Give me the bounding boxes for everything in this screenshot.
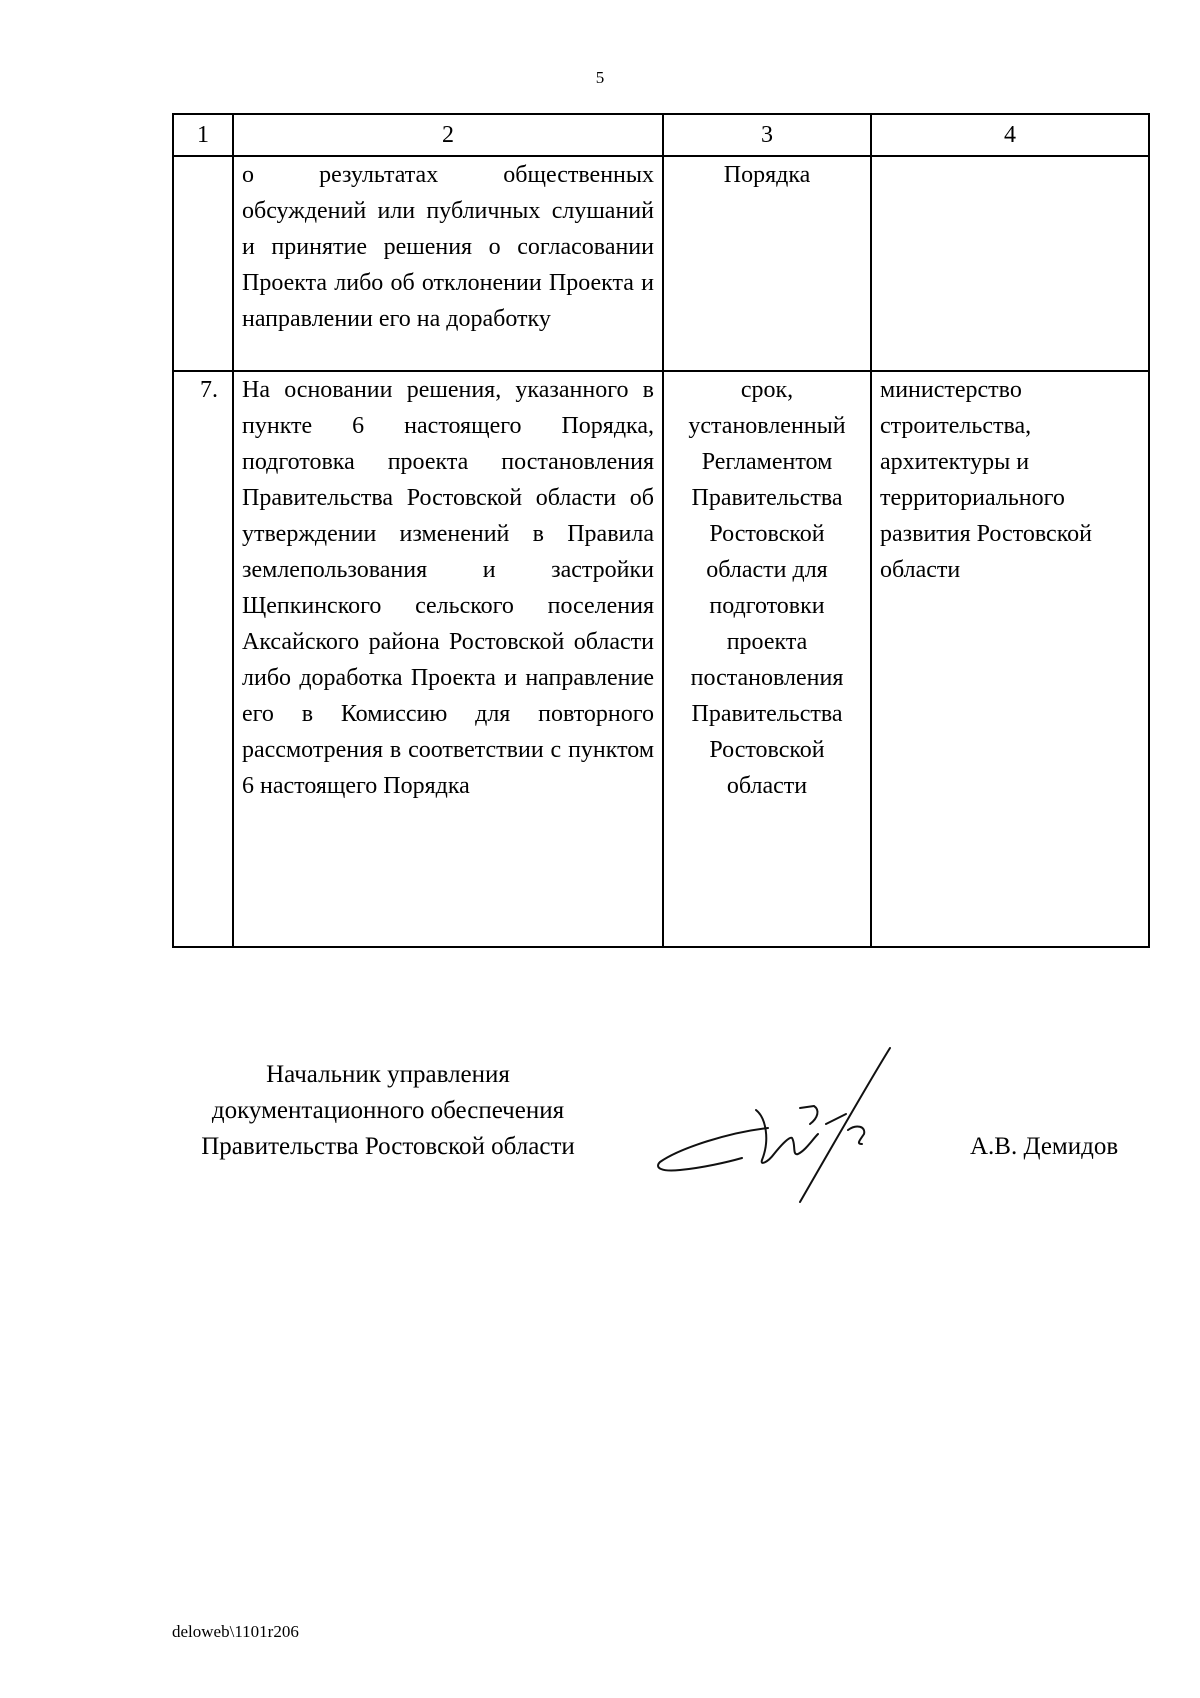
table-row — [173, 371, 1149, 947]
signatory-name: А.В. Демидов — [970, 1133, 1119, 1160]
table-header-row — [173, 114, 1149, 156]
table-header-cell: 2 — [233, 114, 663, 156]
page-number: 5 — [595, 68, 605, 87]
document-code: deloweb\1101r206 — [172, 1622, 299, 1641]
term-cell: Порядка — [663, 156, 871, 371]
procedure-table — [172, 113, 1150, 948]
table-header-cell: 1 — [173, 114, 233, 156]
table-header-cell: 4 — [871, 114, 1149, 156]
action-cell: о результатах общественных обсуждений или публичных слушаний и принятие решения о согласовании Проекта либо об отклонении Проекта и направлении его на доработку — [233, 156, 663, 371]
table-header-cell: 3 — [663, 114, 871, 156]
row-number-cell — [173, 156, 233, 371]
signatory-position — [168, 1057, 608, 1165]
signatory-position-line: документационного обеспечения — [211, 1097, 565, 1124]
term-cell: срок, установленный Регламентом Правительства Ростовской области для подготовки проекта постановления Правительства Ростовской области — [663, 371, 871, 947]
action-cell: На основании решения, указанного в пункте 6 настоящего Порядка, подготовка проекта постановления Правительства Ростовской области об утверждении изменений в Правила землепользования и застройки Щепкинского сельского поселения Аксайского района Ростовской области либо доработка Проекта и направление его в Комиссию для повторного рассмотрения в соответствии с пунктом 6 настоящего Порядка — [233, 371, 663, 947]
handwritten-signature — [650, 1040, 950, 1210]
signatory-position-line: Начальник управления — [266, 1061, 510, 1088]
responsible-cell: министерство строительства, архитектуры и территориального развития Ростовской области — [871, 371, 1149, 947]
row-number-cell: 7. — [173, 371, 233, 947]
table-row — [173, 156, 1149, 371]
signatory-position-line: Правительства Ростовской области — [201, 1133, 575, 1160]
responsible-cell — [871, 156, 1149, 371]
